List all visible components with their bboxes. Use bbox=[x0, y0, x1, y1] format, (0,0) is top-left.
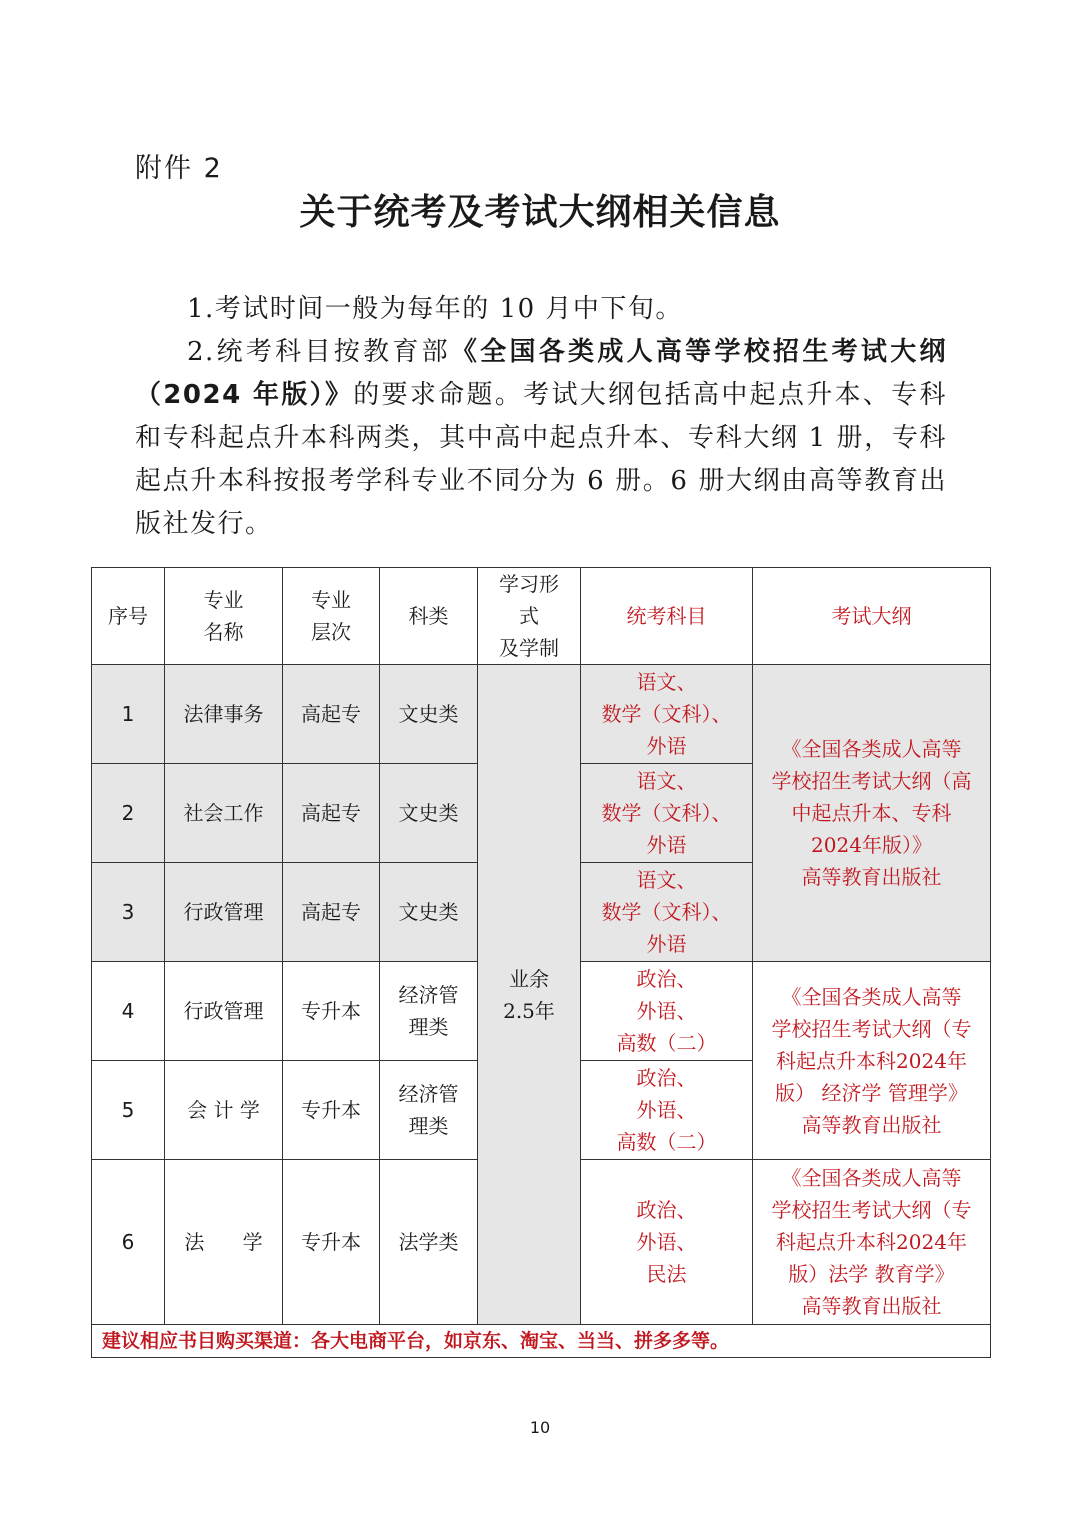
row-no: 6 bbox=[92, 1160, 165, 1325]
row-subjects bbox=[581, 665, 753, 764]
row-no: 5 bbox=[92, 1061, 165, 1160]
row-subjects bbox=[581, 962, 753, 1061]
table-header-row bbox=[92, 568, 991, 665]
row-no: 3 bbox=[92, 863, 165, 962]
syllabus-line: 《全国各类成人高等 bbox=[781, 737, 962, 761]
page-number: 10 bbox=[529, 1418, 551, 1437]
syllabus-line: 《全国各类成人高等 bbox=[781, 984, 962, 1009]
table-note-row bbox=[92, 1325, 991, 1358]
row-major: 行政管理 bbox=[165, 962, 283, 1061]
header-level-line: 层次 bbox=[311, 620, 351, 644]
header-level bbox=[283, 568, 380, 665]
attachment-label: 附件 2 bbox=[135, 153, 223, 184]
row-category bbox=[380, 863, 478, 962]
syllabus-book-title: 《全国各类成人高等学校招生考试大纲（2024 年版）》 bbox=[135, 337, 947, 410]
category-line: 经济管 bbox=[398, 1082, 459, 1106]
syllabus-cell-law bbox=[753, 1160, 991, 1325]
subject-line: 外语 bbox=[646, 833, 687, 857]
syllabus-line: 2024年版）》 bbox=[811, 833, 932, 857]
syllabus-line: 科起点升本科2024年 bbox=[776, 1048, 967, 1073]
category-line: 理类 bbox=[408, 1114, 449, 1138]
header-syllabus: 考试大纲 bbox=[753, 568, 991, 665]
subject-line: 外语 bbox=[646, 734, 687, 758]
row-subjects bbox=[581, 764, 753, 863]
category-line: 文史类 bbox=[398, 702, 459, 726]
syllabus-line: 中起点升本、专科 bbox=[791, 801, 952, 825]
subject-line: 政治、 bbox=[636, 1066, 697, 1090]
subject-line: 政治、 bbox=[636, 1198, 697, 1222]
purchase-note: 建议相应书目购买渠道：各大电商平台，如京东、淘宝、当当、拼多多等。 bbox=[92, 1325, 991, 1358]
subject-line: 外语、 bbox=[636, 1230, 697, 1254]
subject-line: 外语 bbox=[646, 932, 687, 956]
syllabus-line: 高等教育出版社 bbox=[801, 865, 942, 889]
category-line: 理类 bbox=[408, 1015, 449, 1039]
subject-line: 数学（文科）、 bbox=[601, 702, 732, 726]
paragraph-2-lead: 2.统考科目按教育部 bbox=[187, 337, 451, 367]
syllabus-cell-economics bbox=[753, 962, 991, 1160]
row-no: 2 bbox=[92, 764, 165, 863]
subject-line: 高数（二） bbox=[616, 1130, 717, 1154]
syllabus-line: 《全国各类成人高等 bbox=[781, 1166, 962, 1190]
header-level-line: 专业 bbox=[311, 588, 351, 612]
header-subjects: 统考科目 bbox=[581, 568, 753, 665]
study-form-line: 2.5年 bbox=[503, 998, 555, 1023]
row-subjects bbox=[581, 1160, 753, 1325]
row-category bbox=[380, 665, 478, 764]
syllabus-line: 版） 经济学 管理学》 bbox=[775, 1080, 968, 1105]
header-form-line: 式 bbox=[519, 604, 539, 628]
subject-line: 语文、 bbox=[636, 769, 697, 793]
syllabus-line: 高等教育出版社 bbox=[801, 1112, 942, 1137]
row-level: 专升本 bbox=[283, 1061, 380, 1160]
row-level: 专升本 bbox=[283, 962, 380, 1061]
row-category bbox=[380, 1160, 478, 1325]
study-form-line: 业余 bbox=[509, 966, 549, 991]
syllabus-cell-high-school bbox=[753, 665, 991, 962]
row-level: 高起专 bbox=[283, 764, 380, 863]
header-no: 序号 bbox=[92, 568, 165, 665]
row-major: 法律事务 bbox=[165, 665, 283, 764]
paragraph-1: 1.考试时间一般为每年的 10 月中下旬。 bbox=[187, 294, 683, 324]
syllabus-line: 学校招生考试大纲（专 bbox=[771, 1198, 972, 1222]
category-line: 法学类 bbox=[398, 1230, 459, 1254]
header-category: 科类 bbox=[380, 568, 478, 665]
table-row bbox=[92, 665, 991, 764]
row-category bbox=[380, 962, 478, 1061]
row-major: 行政管理 bbox=[165, 863, 283, 962]
row-level: 高起专 bbox=[283, 863, 380, 962]
paragraph-2-rest: 的要求命题。考试大纲包括高中起点升本、专科和专科起点升本科两类，其中高中起点升本、专科大纲 1 册，专科起点升本科按报考学科专业不同分为 6 册。6 册大纲由高等教育出版社发行。 bbox=[135, 380, 947, 539]
syllabus-line: 高等教育出版社 bbox=[801, 1294, 942, 1318]
row-major: 法 学 bbox=[165, 1160, 283, 1325]
row-category bbox=[380, 764, 478, 863]
subject-line: 高数（二） bbox=[616, 1031, 717, 1055]
row-level: 高起专 bbox=[283, 665, 380, 764]
syllabus-line: 科起点升本科2024年 bbox=[776, 1230, 967, 1254]
exam-syllabus-table bbox=[91, 567, 991, 1358]
category-line: 文史类 bbox=[398, 801, 459, 825]
subject-line: 语文、 bbox=[636, 670, 697, 694]
header-major bbox=[165, 568, 283, 665]
row-subjects bbox=[581, 863, 753, 962]
subject-line: 外语、 bbox=[636, 999, 697, 1023]
category-line: 文史类 bbox=[398, 900, 459, 924]
syllabus-line: 学校招生考试大纲（高 bbox=[771, 769, 972, 793]
row-no: 4 bbox=[92, 962, 165, 1061]
header-major-line: 专业 bbox=[203, 588, 244, 612]
row-major: 会 计 学 bbox=[165, 1061, 283, 1160]
row-no: 1 bbox=[92, 665, 165, 764]
paragraph-2 bbox=[135, 331, 947, 546]
header-form-line: 及学制 bbox=[499, 636, 559, 660]
subject-line: 民法 bbox=[646, 1262, 687, 1286]
row-category bbox=[380, 1061, 478, 1160]
subject-line: 语文、 bbox=[636, 868, 697, 892]
study-form-cell bbox=[478, 665, 581, 1325]
subject-line: 外语、 bbox=[636, 1098, 697, 1122]
header-major-line: 名称 bbox=[203, 620, 244, 644]
syllabus-line: 学校招生考试大纲（专 bbox=[771, 1016, 972, 1041]
category-line: 经济管 bbox=[398, 983, 459, 1007]
header-study-form bbox=[478, 568, 581, 665]
subject-line: 数学（文科）、 bbox=[601, 900, 732, 924]
syllabus-line: 版）法学 教育学》 bbox=[788, 1262, 955, 1286]
header-form-line: 学习形 bbox=[499, 572, 559, 596]
row-subjects bbox=[581, 1061, 753, 1160]
row-level: 专升本 bbox=[283, 1160, 380, 1325]
row-major: 社会工作 bbox=[165, 764, 283, 863]
document-title: 关于统考及考试大纲相关信息 bbox=[299, 191, 781, 233]
subject-line: 政治、 bbox=[636, 967, 697, 991]
subject-line: 数学（文科）、 bbox=[601, 801, 732, 825]
